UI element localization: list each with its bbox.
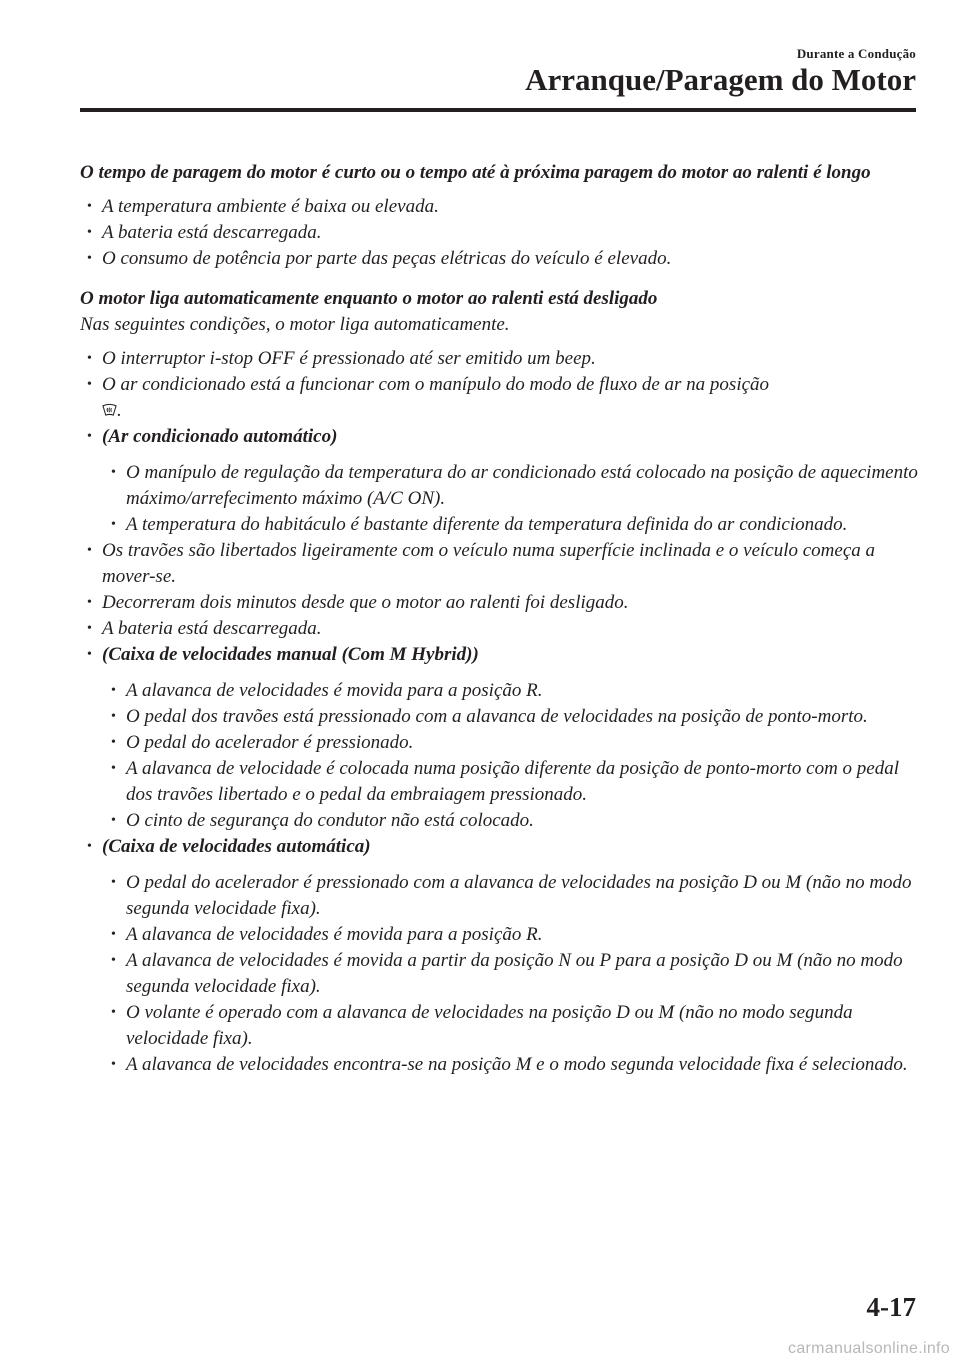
bullet-icon: •: [111, 735, 116, 750]
list-item: • (Caixa de velocidades manual (Com M Hybrid)): [80, 642, 920, 668]
list-item: • A bateria está descarregada.: [80, 616, 920, 642]
bullet-icon: •: [87, 225, 92, 240]
list-item: • O pedal do acelerador é pressionado.: [80, 730, 920, 756]
list-item: • (Caixa de velocidades automática): [80, 834, 920, 860]
bullet-icon: •: [87, 351, 92, 366]
list-item: • A alavanca de velocidade é colocada numa posição diferente da posição de ponto-morto com o pedal dos travões libertado e o pedal da embraiagem pressionado.: [111, 758, 900, 805]
short-stop-conditions-list: [80, 194, 920, 272]
list-item: • O volante é operado com a alavanca de velocidades na posição D ou M (não no modo segunda velocidade fixa).: [111, 1002, 853, 1049]
auto-transmission-heading-list: [80, 834, 920, 860]
header-rule: [80, 108, 916, 112]
bullet-icon: •: [111, 1005, 116, 1020]
auto-restart-conditions-list: [80, 346, 920, 450]
bullet-icon: •: [87, 377, 92, 392]
page-number: 4-17: [866, 1292, 916, 1322]
list-item: • A temperatura do habitáculo é bastante diferente da temperatura definida do ar condicionado.: [80, 512, 920, 538]
list-item: • O consumo de potência por parte das peças elétricas do veículo é elevado.: [80, 246, 920, 272]
manual-transmission-conditions-list: [80, 678, 920, 834]
bullet-icon: •: [87, 543, 92, 558]
watermark: carmanualsonline.info: [788, 1340, 950, 1357]
bullet-icon: •: [111, 813, 116, 828]
bullet-icon: •: [111, 683, 116, 698]
windshield-defroster-icon: [102, 399, 117, 414]
bullet-icon: •: [111, 709, 116, 724]
bullet-icon: •: [87, 429, 92, 444]
intro-text: Nas seguintes condições, o motor liga automaticamente.: [80, 314, 510, 335]
bullet-icon: •: [87, 595, 92, 610]
bullet-icon: •: [111, 517, 116, 532]
list-item: • A alavanca de velocidades encontra-se na posição M e o modo segunda velocidade fixa é selecionado.: [80, 1052, 920, 1078]
list-item: • O interruptor i-stop OFF é pressionado até ser emitido um beep.: [80, 346, 920, 372]
list-item: • A alavanca de velocidades é movida para a posição R.: [80, 678, 920, 704]
list-item: • (Ar condicionado automático): [80, 424, 920, 450]
list-item: • A bateria está descarregada.: [80, 220, 920, 246]
list-item: • O ar condicionado está a funcionar com o manípulo do modo de fluxo de ar na posição .: [87, 374, 770, 421]
bullet-icon: •: [111, 465, 116, 480]
section-heading-auto-restart: O motor liga automaticamente enquanto o motor ao ralenti está desligado: [80, 288, 658, 309]
bullet-icon: •: [111, 761, 116, 776]
list-item: • O cinto de segurança do condutor não está colocado.: [80, 808, 920, 834]
list-item: • A alavanca de velocidades é movida para a posição R.: [80, 922, 920, 948]
page-content: [80, 160, 920, 1078]
auto-transmission-conditions-list: [80, 870, 920, 1078]
bullet-icon: •: [87, 647, 92, 662]
bullet-icon: •: [87, 621, 92, 636]
list-item: • O pedal do acelerador é pressionado com a alavanca de velocidades na posição D ou M (não no modo segunda velocidade fixa).: [111, 872, 912, 919]
bullet-icon: •: [87, 839, 92, 854]
bullet-icon: •: [111, 1057, 116, 1072]
chapter-title: Arranque/Paragem do Motor: [525, 62, 916, 97]
bullet-icon: •: [111, 953, 116, 968]
list-item: • A alavanca de velocidades é movida a partir da posição N ou P para a posição D ou M (não no modo segunda velocidade fixa).: [111, 950, 903, 997]
list-item: • Os travões são libertados ligeiramente com o veículo numa superfície inclinada e o veículo começa a mover-se.: [87, 540, 876, 587]
bullet-icon: •: [111, 927, 116, 942]
bullet-icon: •: [111, 875, 116, 890]
section-heading-short-stop: O tempo de paragem do motor é curto ou o tempo até à próxima paragem do motor ao ralenti é longo: [80, 162, 871, 183]
list-item: • O manípulo de regulação da temperatura do ar condicionado está colocado na posição de aquecimento máximo/arrefecimento máximo (A/C ON).: [111, 462, 918, 509]
bullet-icon: •: [87, 251, 92, 266]
ac-conditions-list: [80, 460, 920, 538]
list-item: • Decorreram dois minutos desde que o motor ao ralenti foi desligado.: [80, 590, 920, 616]
bullet-icon: •: [87, 199, 92, 214]
list-item: • A temperatura ambiente é baixa ou elevada.: [80, 194, 920, 220]
section-label: Durante a Condução: [796, 46, 916, 61]
more-conditions-list: [80, 538, 920, 668]
list-item: • O pedal dos travões está pressionado com a alavanca de velocidades na posição de ponto-morto.: [80, 704, 920, 730]
